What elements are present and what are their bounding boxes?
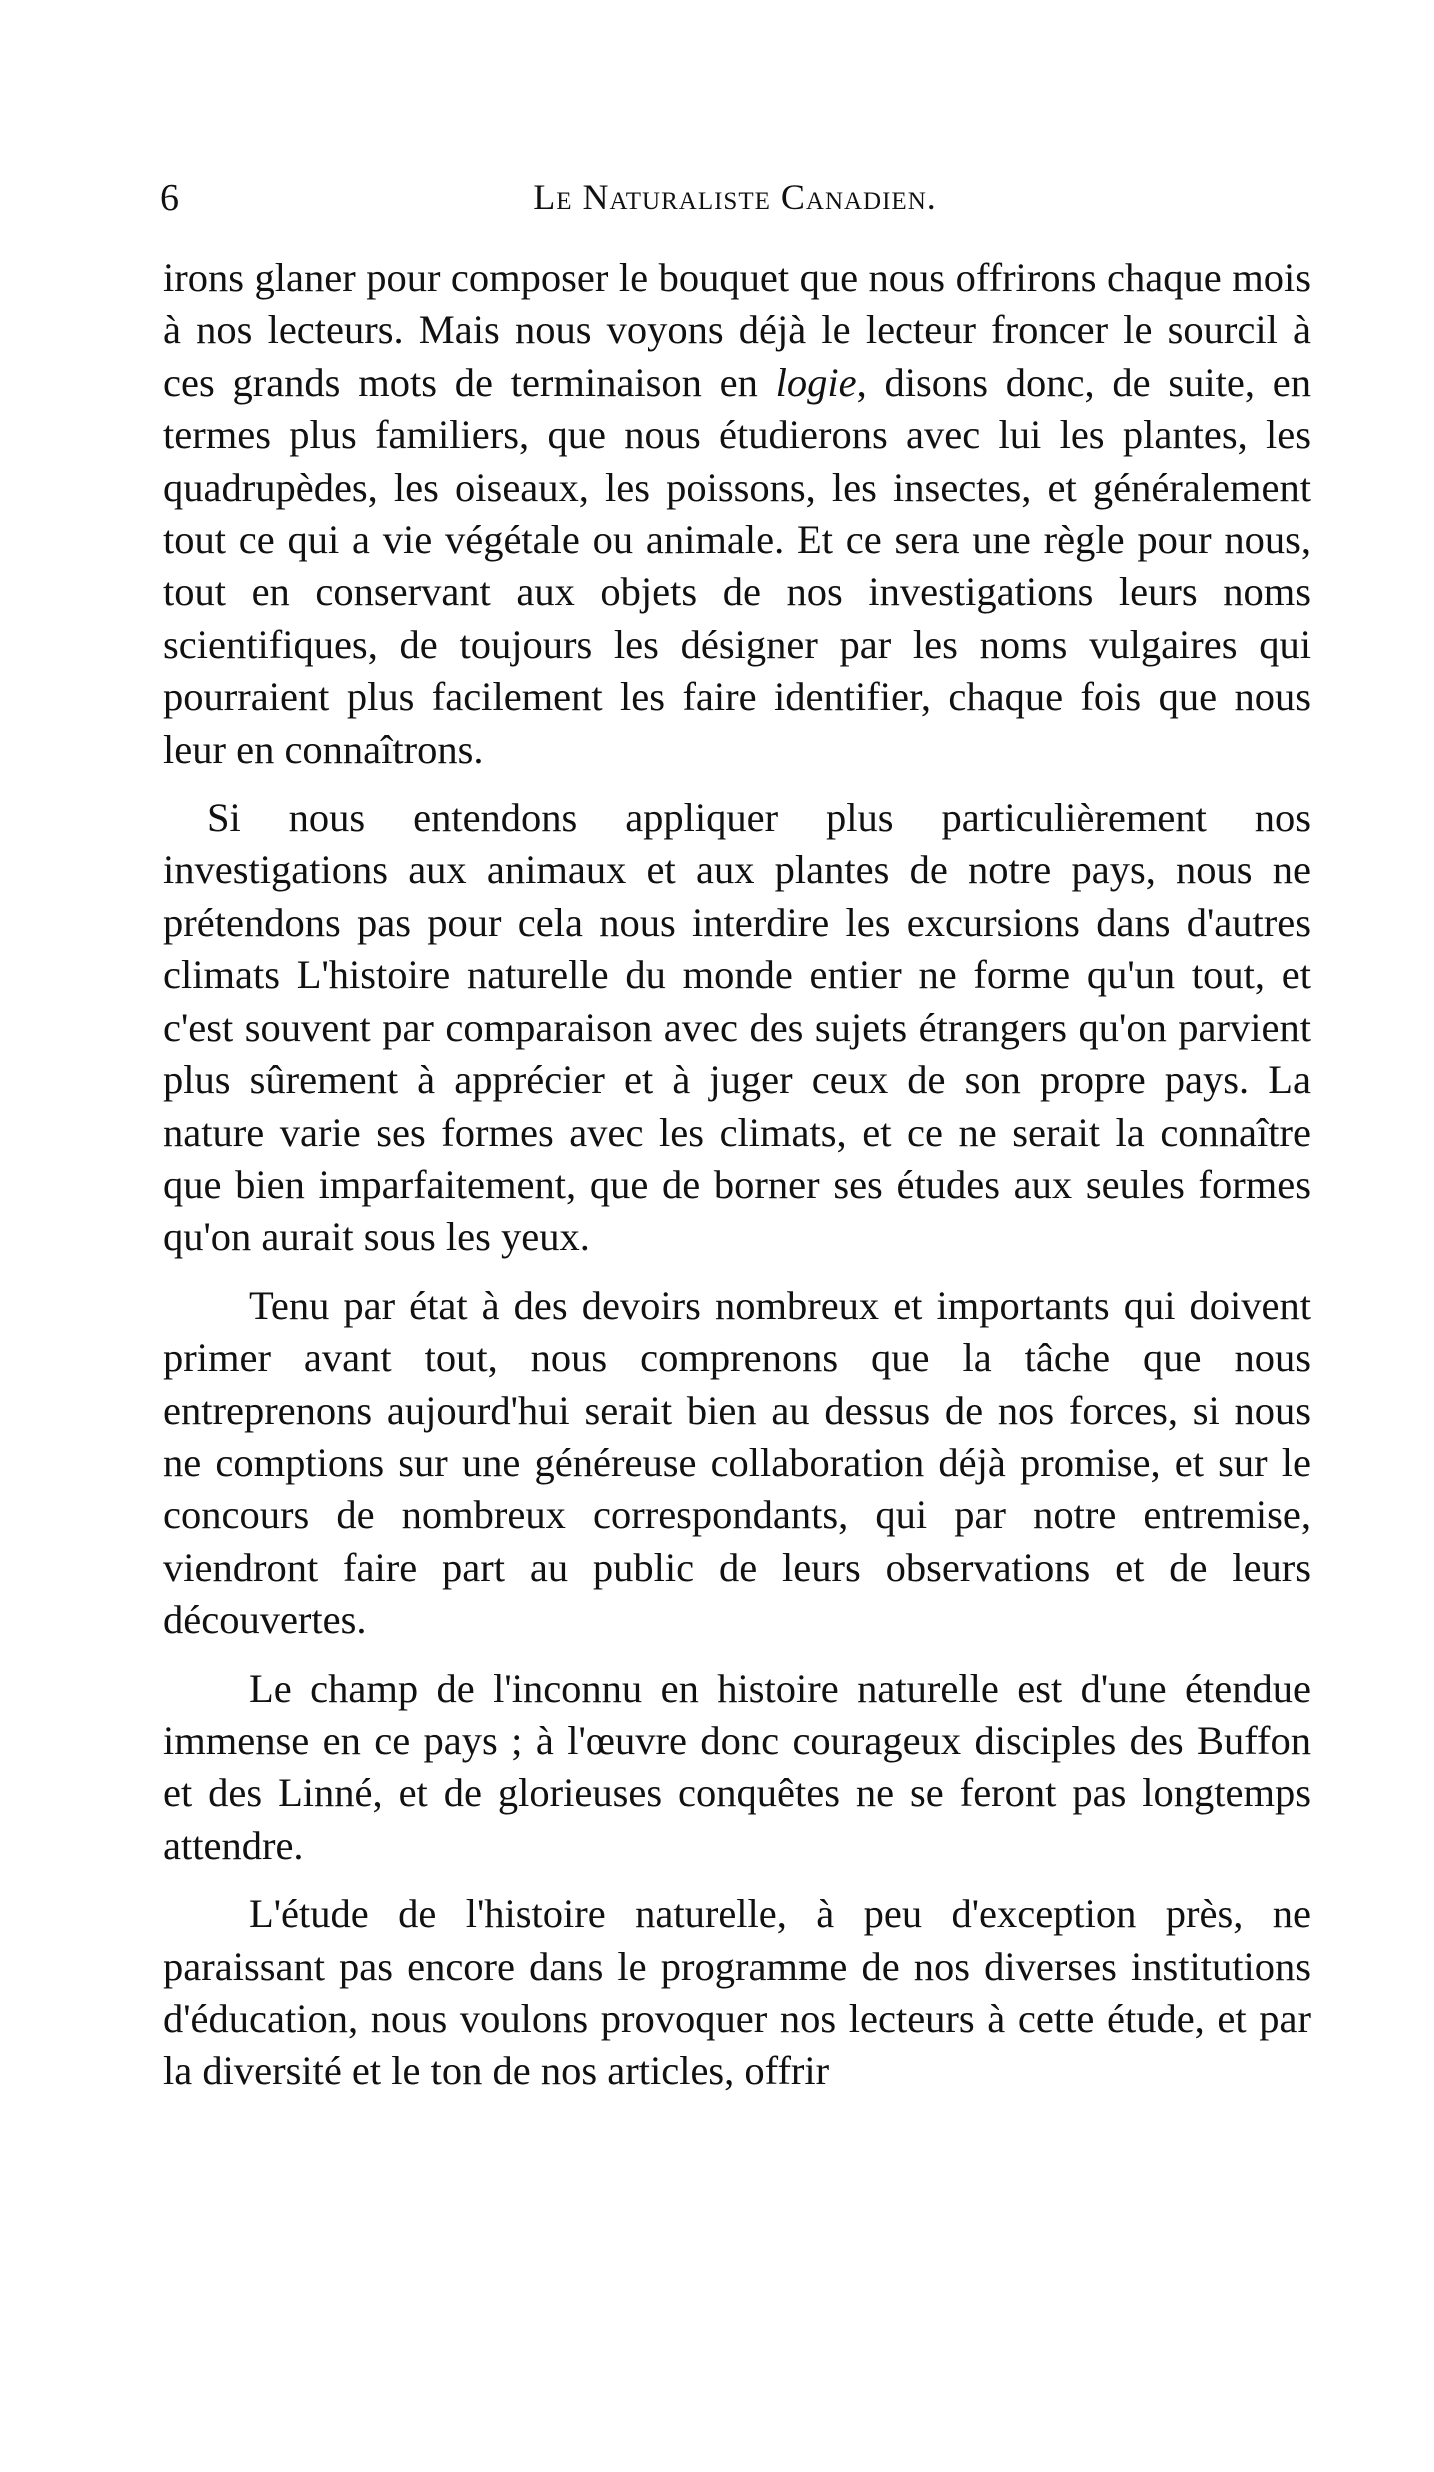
paragraph-1-italic-term: logie [775,359,857,405]
paragraph-1-text-end: , disons donc, de suite, en termes plus familiers, que nous étudierons avec lui les plantes, les quadrupèdes, les oiseaux, les poissons, les insectes, et généralement tout ce qui a vie végétale ou animale. Et ce sera une règle pour nous, tout en conservant aux objets de nos investigations leurs noms scientifiques, de toujours les désigner par les noms vulgaires qui pourraient plus facilement les faire identifier, chaque fois que nous leur en connaîtrons. [163,359,1311,772]
paragraph-5: L'étude de l'histoire naturelle, à peu d'exception près, ne paraissant pas encore dans le programme de nos diverses institutions d'éducation, nous voulons provoquer nos lecteurs à cette étude, et par la diversité et le ton de nos articles, offrir [163,1891,1311,2094]
paragraph-1 [163,252,1311,776]
paragraph-3: Tenu par état à des devoirs nombreux et importants qui doivent primer avant tout, nous comprenons que la tâche que nous entreprenons aujourd'hui serait bien au dessus de nos forces, si nous ne comptions sur une généreuse collaboration déjà promise, et sur le concours de nombreux correspondants, qui par notre entremise, viendront faire part au public de leurs observations et de leurs découvertes. [163,1282,1311,1643]
page-number: 6 [160,177,179,219]
body-text [163,252,1311,2114]
paragraph-2: Si nous entendons appliquer plus particulièrement nos investigations aux animaux et aux plantes de notre pays, nous ne prétendons pas pour cela nous interdire les excursions dans d'autres climats L'histoire naturelle du monde entier ne forme qu'un tout, et c'est souvent par comparaison avec des sujets étrangers qu'on parvient plus sûrement à apprécier et à juger ceux de son propre pays. La nature varie ses formes avec les climats, et ce ne serait la connaître que bien imparfaitement, que de borner ses études aux seules formes qu'on aurait sous les yeux. [163,795,1311,1260]
paragraph-1-text-start: irons glaner pour composer le bouquet que nous offrirons chaque mois à nos lecteurs. Mais nous voyons déjà le lecteur froncer le sourcil à ces grands mots de terminaison en [163,255,1311,405]
journal-title: Le Naturaliste Canadien. [533,177,937,217]
running-head [160,176,1310,236]
paragraph-4: Le champ de l'inconnu en histoire naturelle est d'une étendue immense en ce pays ; à l'œuvre donc courageux disciples des Buffon et des Linné, et de glorieuses conquêtes ne se feront pas longtemps attendre. [163,1665,1311,1868]
